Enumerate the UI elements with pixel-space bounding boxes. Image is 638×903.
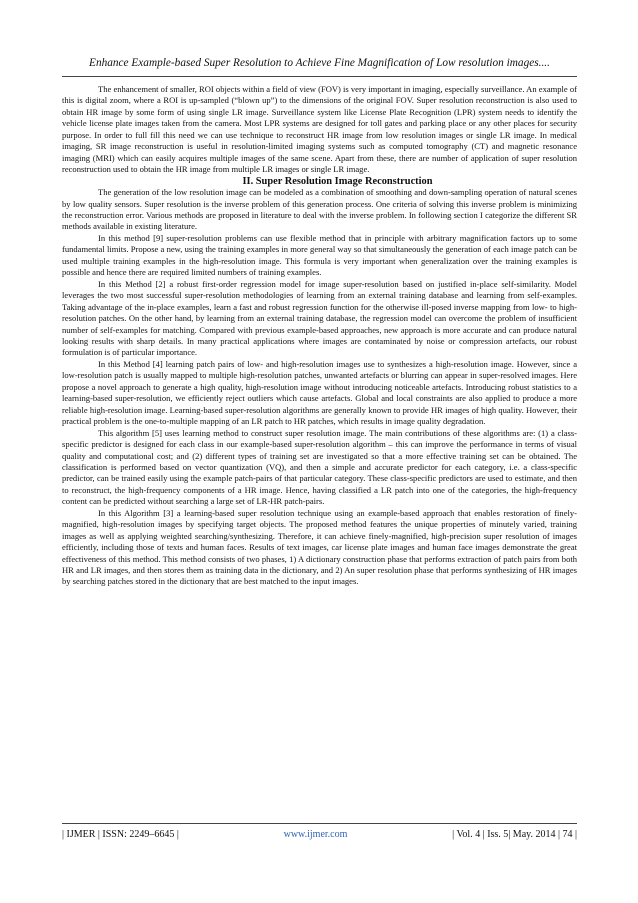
footer-journal-info: | IJMER | ISSN: 2249–6645 |	[62, 829, 179, 840]
footer-rule	[62, 823, 577, 824]
intro-paragraph: The enhancement of smaller, ROI objects within a field of view (FOV) is very important in imaging, especially surveillance. An example of this is digital zoom, where a ROI is up-sampled (“blown up”) to the dimensions of the original FOV. Super resolution reconstruction is also used to obtain HR image by some form of using single LR image. Surveillance system like License Plate Recognition (LPR) system needs to identify the vehicle license plate images taken from the camera. Most LPR systems are designed for toll gates and parking place or any other places for security purpose. In order to full fill this need we can use technique to reconstruct HR image from low resolution images or single LR image. In medical imaging, SR image reconstruction is useful in resolution-limited imaging systems such as computed tomography (CT) and magnetic resonance imaging (MRI) which can easily acquires multiple images of the same scene. Apart from these, there are number of application of super resolution reconstruction used to obtain the HR image from multiple LR images or single LR image.	[62, 84, 577, 175]
section-heading: II. Super Resolution Image Reconstruction	[242, 175, 433, 187]
page-footer	[62, 829, 577, 840]
footer-issue-info: | Vol. 4 | Iss. 5| May. 2014 | 74 |	[452, 829, 577, 840]
header-rule	[62, 76, 577, 77]
footer-website-link[interactable]: www.ijmer.com	[283, 829, 348, 840]
paragraph-method-2: In this Method [2] a robust first-order regression model for image super-resolution based on justified in-place self-similarity. Model leverages the two most successful super-resolution methodologies of learning from an external training database and learning from self-examples. Taking advantage of the in-place examples, learn a fast and robust regression function for the otherwise ill-posed inverse mapping from low- to high-resolution patches. On the other hand, by learning from an external training database, the regression model can overcome the problem of insufficient number of self-examples for matching. Compared with previous example-based approaches, new approach is more accurate and can produce natural looking results with sharp details. In many practical applications where images are contaminated by noise or compression artefacts, our robust formulation is of particular importance.	[62, 278, 577, 358]
paragraph-algorithm-5: This algorithm [5] uses learning method to construct super resolution image. The main contributions of these algorithms are: (1) a class-specific predictor is designed for each class in our example-based super-resolution algorithm – this can improve the performance in terms of visual quality and computational cost; and (2) different types of training set are investigated so that a more effective training set can be obtained. The classification is performed based on vector quantization (VQ), and then a simple and accurate predictor for each category, i.e. a class-specific predictor, can be trained easily using the example patch-pairs of that particular category. These class-specific predictors are used to estimate, and then to reconstruct, the high-frequency components of a HR image. Hence, having classified a LR patch into one of the categories, the high-frequency content can be predicted without searching a large set of LR-HR patch-pairs.	[62, 427, 577, 507]
paragraph-algorithm-3: In this Algorithm [3] a learning-based super resolution technique using an example-based approach that enables restoration of finely-magnified, high-resolution images by specifying target objects. The proposed method features the unique properties of minutely varied, training images as well as applying weighted searching/synthesizing. Therefore, it can achieve finely-magnified, high-precision super resolution of images efficiently, including those of texts and human faces. Results of text images, car license plate images and human face images demonstrate the great effectiveness of this method. This method consists of two phases, 1) A dictionary construction phase that performs extraction of patch pairs from both HR and LR images, and then stores them as training data in the dictionary, and 2) An super resolution phase that performs synthesizing of HR images by searching patches stored in the dictionary that are best matched to the input images.	[62, 507, 577, 587]
paragraph-overview: The generation of the low resolution image can be modeled as a combination of smoothing and down-sampling operation of natural scenes by low quality sensors. Super resolution is the inverse problem of this generation process. One criteria of solving this inverse problem is minimizing the reconstruction error. Various methods are proposed in literature to deal with the inverse problem. In following section I categorize the different SR methods available in existing literature.	[62, 187, 577, 232]
article-body	[62, 84, 577, 588]
paragraph-method-4: In this Method [4] learning patch pairs of low- and high-resolution images use to synthesizes a high-resolution image. However, since a low-resolution patch is usually mapped to multiple high-resolution patches, unwanted artefacts or blurring can appear in super-resolved images. Here propose a novel approach to generate a high quality, high-resolution image without introducing noticeable artefacts. Introducing robust statistics to a learning-based super-resolution, we efficiently reject outliers which cause artefacts. Global and local constraints are also applied to produce a more reliable high-resolution image. Learning-based super-resolution algorithms are generally known to provide HR images of high quality. However, their practical problem is the one-to-multiple mapping of an LR patch to HR patches, which results in image quality degradation.	[62, 358, 577, 427]
paragraph-method-9: In this method [9] super-resolution problems can use flexible method that in principle with arbitrary magnification factors up to some fundamental limits. Propose a new, using the training examples in more general way so that simultaneously the generation of each image patch can be used multiple training examples in the high-resolution image. This formula is very important when generalization over the training examples is possible and hence there are required limited numbers of training examples.	[62, 232, 577, 278]
running-head: Enhance Example-based Super Resolution to Achieve Fine Magnification of Low resolution images....	[89, 57, 550, 69]
